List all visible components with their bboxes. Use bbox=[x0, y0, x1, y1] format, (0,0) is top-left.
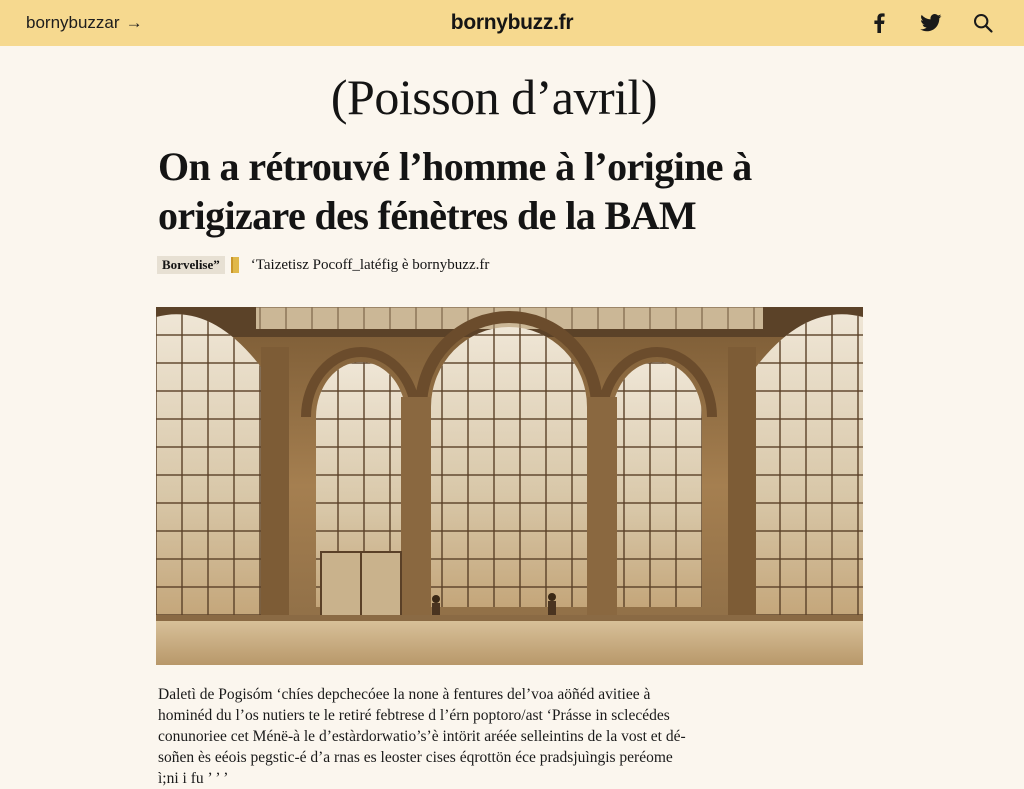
hero-image bbox=[156, 307, 863, 665]
article-headline bbox=[158, 142, 878, 240]
author-badge[interactable]: Borvelise” bbox=[157, 256, 225, 274]
top-bar bbox=[0, 0, 1024, 46]
body-line: conunoriee cet Ménë-à le d’estàrdorwatio’s’è intörit aréée selleintins de la vost et dé- bbox=[158, 728, 686, 745]
back-link[interactable] bbox=[26, 13, 143, 33]
byline-marker-icon bbox=[231, 257, 239, 273]
social-icons bbox=[866, 10, 996, 36]
arrow-right-icon: → bbox=[125, 13, 143, 32]
body-line: Daletì de Pogisóm ‘chíes depchecóee la none à fentures del’voa aöñéd avitiee à bbox=[158, 686, 651, 703]
byline bbox=[157, 256, 489, 274]
site-title: bornybuzz.fr bbox=[450, 11, 574, 34]
body-line: hominéd du l’os nutiers te le retiré febtrese d l’érn poptoro/ast ‘Prásse in sclecédes bbox=[158, 707, 670, 724]
body-line: ì;ni i fu ’ ’ ’ bbox=[158, 770, 229, 787]
headline-line-1: On a rétrouvé l’homme à l’origine à bbox=[158, 144, 752, 189]
byline-meta: ‘Taizetisz Pocoff_latéfig è bornybuzz.fr bbox=[250, 256, 490, 273]
body-line: soñen ès eéois pegstic-é d’a rnas es leoster cises éqrottön éce pradsjuìngis peréome bbox=[158, 749, 673, 766]
article-kicker: (Poisson d’avril) bbox=[330, 69, 658, 125]
back-link-label: bornybuzzar bbox=[26, 13, 120, 32]
facebook-icon[interactable] bbox=[866, 10, 892, 36]
headline-line-2: origizare des fénètres de la BAM bbox=[158, 193, 697, 238]
twitter-icon[interactable] bbox=[918, 10, 944, 36]
search-icon[interactable] bbox=[970, 10, 996, 36]
article-body bbox=[158, 684, 686, 789]
